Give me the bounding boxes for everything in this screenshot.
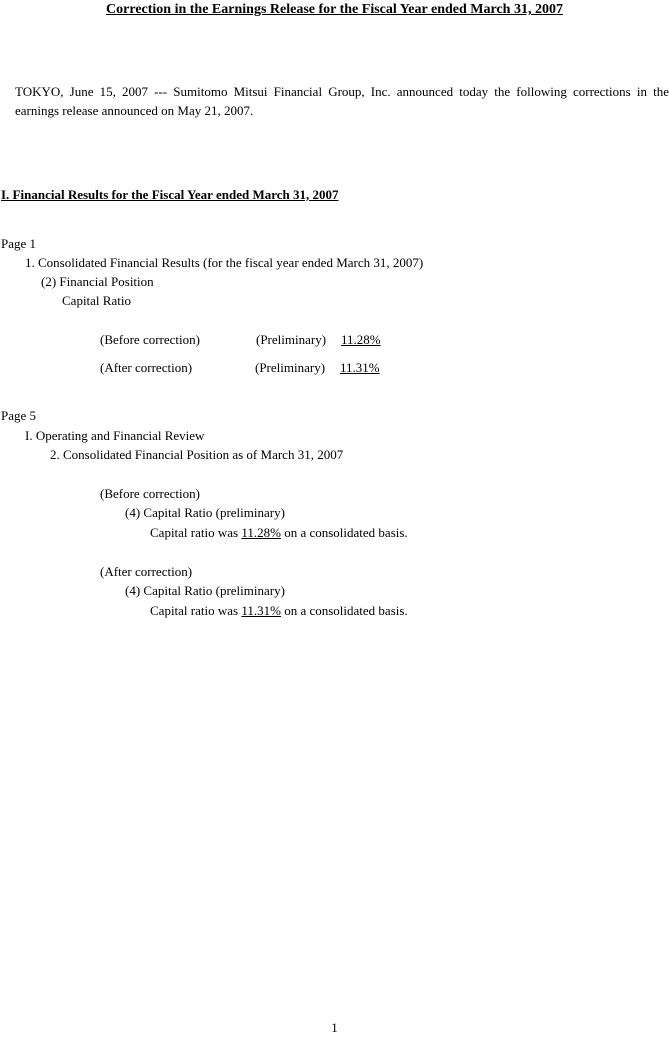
page5-item: I. Operating and Financial Review	[25, 428, 205, 443]
page5-before-sentence	[150, 523, 408, 542]
page5-after-text-post: on a consolidated basis.	[284, 603, 408, 618]
page5-before-text-post: on a consolidated basis.	[284, 525, 408, 540]
page5-before-label: (Before correction)	[100, 486, 200, 501]
page5-before-heading: (4) Capital Ratio (preliminary)	[125, 505, 285, 520]
page5-before-value: 11.28%	[241, 525, 281, 540]
page1-after-prefix: (Preliminary)	[255, 360, 326, 375]
page-number: 1	[331, 1020, 338, 1035]
page1-before-value: 11.28%	[341, 332, 381, 347]
page1-after-value: 11.31%	[340, 360, 380, 375]
page1-label: Page 1	[1, 236, 37, 251]
intro-paragraph: TOKYO, June 15, 2007 --- Sumitomo Mitsui Financial Group, Inc. announced today the following corrections in the earnings release announced on May 21, 2007.	[15, 84, 669, 118]
page1-after-label: (After correction)	[100, 360, 193, 375]
page5-after-text-pre: Capital ratio was	[150, 603, 239, 618]
page5-after-value: 11.31%	[241, 603, 281, 618]
section-heading: I. Financial Results for the Fiscal Year ended March 31, 2007	[1, 187, 339, 202]
document-title: Correction in the Earnings Release for the Fiscal Year ended March 31, 2007	[106, 2, 563, 17]
page1-before-prefix: (Preliminary)	[256, 332, 327, 347]
page5-subitem: 2. Consolidated Financial Position as of March 31, 2007	[50, 447, 344, 462]
page5-label: Page 5	[1, 408, 37, 423]
page5-before-text-pre: Capital ratio was	[150, 525, 239, 540]
page1-before-label: (Before correction)	[100, 332, 200, 347]
page1-subitem: (2) Financial Position	[41, 274, 154, 289]
page1-item: 1. Consolidated Financial Results (for the fiscal year ended March 31, 2007)	[25, 255, 424, 270]
page5-after-label: (After correction)	[100, 564, 193, 579]
page1-subsubitem: Capital Ratio	[62, 293, 131, 308]
page5-after-sentence	[150, 601, 408, 620]
page5-after-heading: (4) Capital Ratio (preliminary)	[125, 583, 285, 598]
